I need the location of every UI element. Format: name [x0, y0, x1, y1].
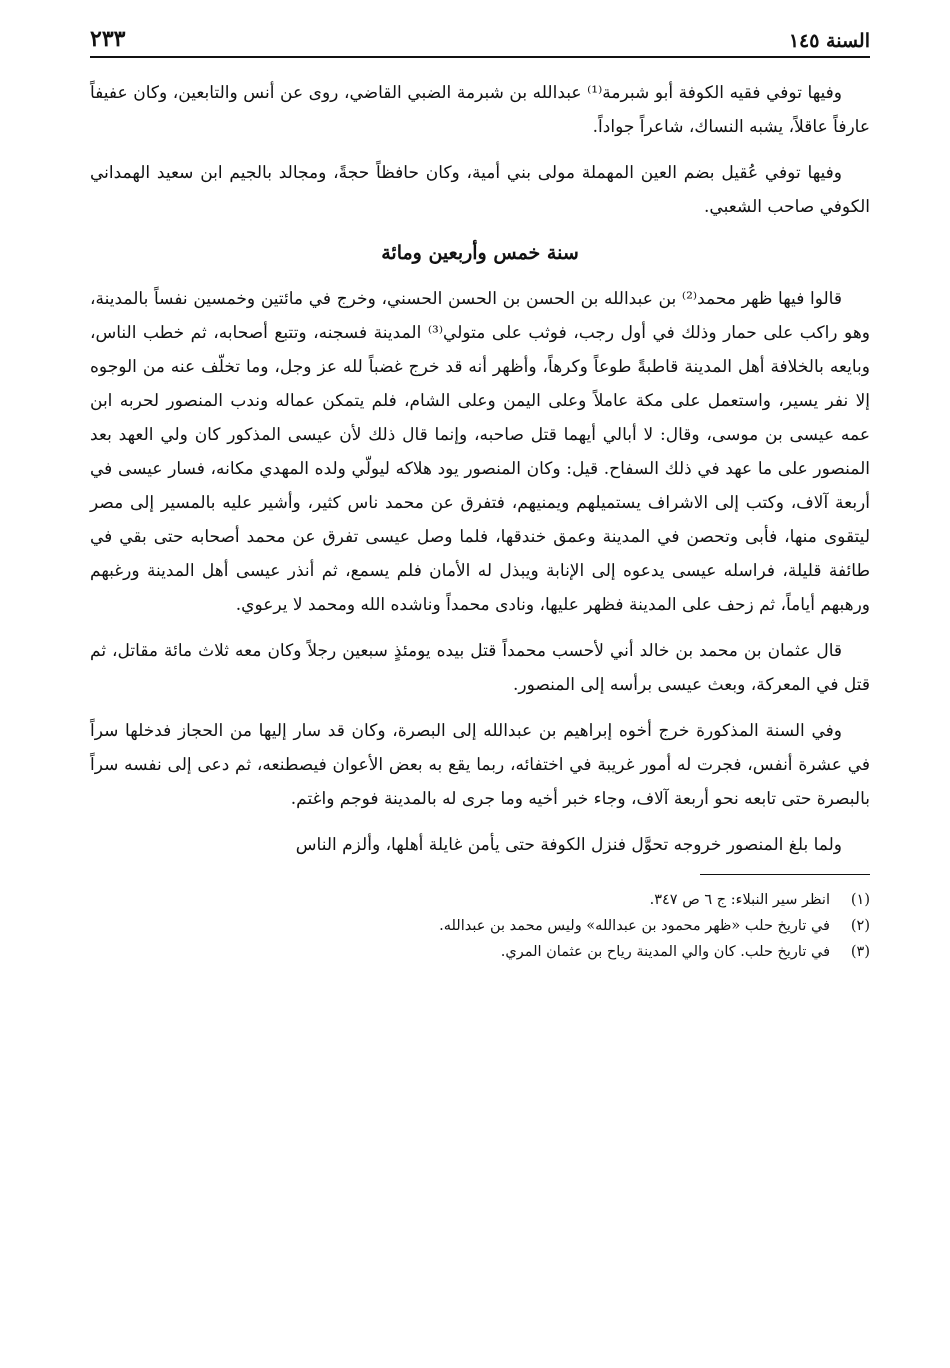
footnote-text: انظر سير النبلاء: ج ٦ ص ٣٤٧.: [649, 892, 830, 908]
page-content: [90, 76, 870, 862]
footnote-1: [90, 887, 870, 913]
paragraph-4: قال عثمان بن محمد بن خالد أني لأحسب محمداً قتل بيده يومئذٍ سبعين رجلاً وكان معه ثلاث مائة مقاتل، ثم قتل في المعركة، وبعث عيسى برأسه إلى المنصور.: [90, 641, 870, 695]
paragraph-6: ولما بلغ المنصور خروجه تحوَّل فنزل الكوفة حتى يأمن غايلة أهلها، وألزم الناس: [295, 835, 842, 855]
page-header: [90, 18, 870, 58]
footnote-divider: [700, 874, 870, 875]
book-page: [90, 18, 870, 1338]
footnote-2: [90, 913, 870, 939]
paragraph-2: وفيها توفي عُقيل بضم العين المهملة مولى بني أمية، وكان حافظاً حجةً، ومجالد بالجيم ابن سعيد الهمداني الكوفي صاحب الشعبي.: [90, 163, 870, 217]
footnotes: [90, 887, 870, 965]
footnote-number: (٣): [850, 944, 870, 960]
paragraph-3: قالوا فيها ظهر محمد⁽²⁾ بن عبدالله بن الحسن بن الحسن الحسني، وخرج في مائتين وخمسين نفساً بالمدينة، وهو راكب على حمار وذلك في أول رجب، فوثب على متولي⁽³⁾ المدينة فسجنه، وتتبع أصحابه، ثم خطب الناس، وبايعه بالخلافة أهل المدينة قاطبةً طوعاً وكرهاً، وأظهر أنه قد خرج غضباً لله عز وجل، وما تخلّف عنه من الوجوه إلا نفر يسير، واستعمل على مكة عاملاً وعلى اليمن وعلى الشام، فلم يتمكن عماله وندب المنصور لحربه ابن عمه عيسى بن موسى، وقال: لا أبالي أيهما قتل صاحبه، وإنما قال ذلك لأن عيسى المذكور كان ولي العهد بعد المنصور على ما عهد في ذلك السفاح. قيل: وكان المنصور يود هلاكه ليولّي ولده المهدي مكانه، فسار عيسى في أربعة آلاف، وكتب إلى الاشراف يستميلهم ويمنيهم، فتفرق عن محمد ناس كثير، وأشير عليه بالمسير إلى مصر ليتقوى منها، فأبى وتحصن في المدينة وعمق خندقها، فلما وصل عيسى تفرق عن محمد أصحابه حتى بقي في طائفة قليلة، فراسله عيسى يدعوه إلى الإنابة ويبذل له الأمان فلم يسمع، ثم أنذر عيسى أهل المدينة ورغبهم ورهبهم أياماً، ثم زحف على المدينة فظهر عليها، ونادى محمداً وناشده الله ومحمد لا يرعوي.: [90, 289, 870, 615]
footnote-number: (١): [850, 892, 870, 908]
page-number: ٢٣٣: [90, 26, 126, 52]
footnote-text: في تاريخ حلب. كان والي المدينة رياح بن عثمان المري.: [500, 944, 830, 960]
section-heading: سنة خمس وأربعين ومائة: [381, 242, 579, 264]
running-title: السنة ١٤٥: [788, 30, 870, 52]
paragraph-1: وفيها توفي فقيه الكوفة أبو شبرمة⁽¹⁾ عبدالله بن شبرمة الضبي القاضي، روى عن أنس والتابعين، وكان عفيفاً عارفاً عاقلاً، يشبه النساك، شاعراً جواداً.: [90, 83, 870, 137]
footnote-text: في تاريخ حلب «ظهر محمود بن عبدالله» وليس محمد بن عبدالله.: [439, 918, 830, 934]
footnote-number: (٢): [850, 918, 870, 934]
footnote-3: [90, 939, 870, 965]
paragraph-5: وفي السنة المذكورة خرج أخوه إبراهيم بن عبدالله إلى البصرة، وكان قد سار إليها من الحجاز فدخلها سراً في عشرة أنفس، فجرت له أمور غريبة في اختفائه، ربما يقع به بعض الأعوان فيصطنعه، ثم دعى إلى نفسه سراً بالبصرة حتى تابعه نحو أربعة آلاف، وجاء خبر أخيه وما جرى له بالمدينة فوجم واغتم.: [90, 721, 870, 809]
